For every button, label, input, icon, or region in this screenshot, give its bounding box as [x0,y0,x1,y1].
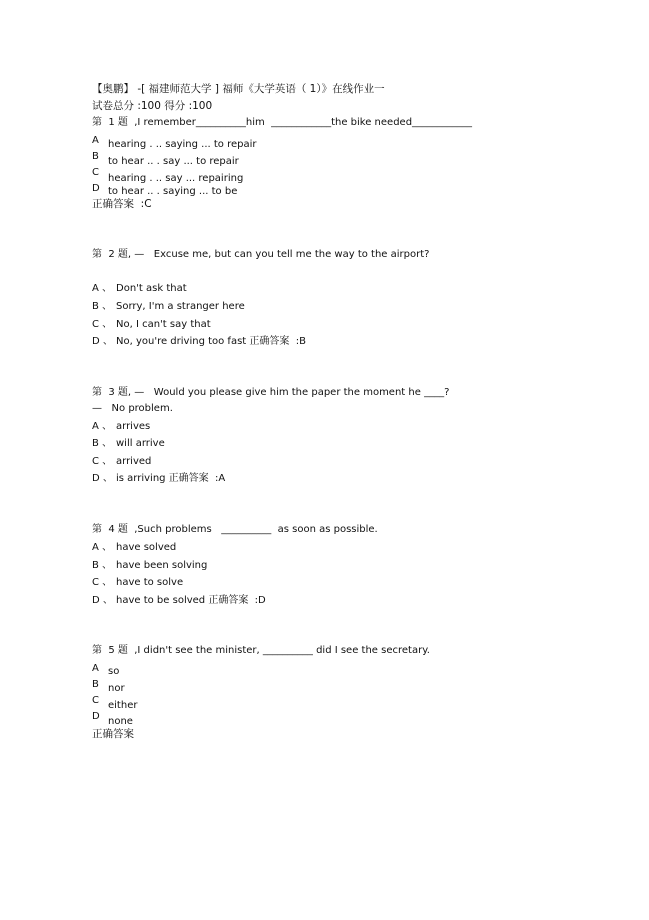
question-3-option-b-letter: B 、 [92,438,113,449]
question-4-option-a[interactable]: have solved [116,542,177,553]
question-4-option-b-letter: B 、 [92,560,113,571]
question-4-option-c-letter: C 、 [92,577,113,588]
question-5-answer: 正确答案 [92,728,134,740]
question-4-option-b[interactable]: have been solving [116,560,208,571]
question-2-option-d[interactable]: No, you're driving too fast 正确答案 :B [116,336,306,347]
score-line: 试卷总分 :100 得分 :100 [92,100,213,112]
question-3-option-c-letter: C 、 [92,456,113,467]
question-2-option-c-letter: C 、 [92,319,113,330]
question-1-option-b-letter: B [92,151,99,162]
question-5-option-b[interactable]: nor [108,683,125,694]
question-5-option-c[interactable]: either [108,700,138,711]
question-3-option-a-letter: A 、 [92,421,113,432]
question-3-option-d-letter: D 、 [92,473,113,484]
question-1-option-a[interactable]: hearing . .. saying ... to repair [108,139,257,150]
question-2-option-c[interactable]: No, I can't say that [116,319,211,330]
question-4-option-c[interactable]: have to solve [116,577,184,588]
question-5-option-d-letter: D [92,711,100,722]
question-2-option-b-letter: B 、 [92,301,113,312]
question-3-option-a[interactable]: arrives [116,421,151,432]
question-2-option-a[interactable]: Don't ask that [116,283,187,294]
question-1-option-c[interactable]: hearing . .. say ... repairing [108,173,244,184]
question-5-option-a-letter: A [92,663,99,674]
question-3-option-d[interactable]: is arriving 正确答案 :A [116,473,226,484]
question-1-option-a-letter: A [92,135,99,146]
question-1-stem: 第 1 题 ,I remember__________him ____________the bike needed____________ [92,117,473,128]
question-3-stem-reply: — No problem. [92,403,173,414]
question-3-option-c[interactable]: arrived [116,456,152,467]
question-3-option-b[interactable]: will arrive [116,438,165,449]
question-1-option-c-letter: C [92,167,99,178]
question-3-stem: 第 3 题, — Would you please give him the paper the moment he ____? [92,387,450,398]
question-4-option-d[interactable]: have to be solved 正确答案 :D [116,595,266,606]
question-1-option-d-letter: D [92,183,100,194]
question-5-stem: 第 5 题 ,I didn't see the minister, __________ did I see the secretary. [92,645,430,656]
question-4-option-d-letter: D 、 [92,595,113,606]
document-title: 【奥鹏】 -[ 福建师范大学 ] 福师《大学英语（ 1）》在线作业一 [92,83,385,95]
question-2-option-b[interactable]: Sorry, I'm a stranger here [116,301,245,312]
question-4-option-a-letter: A 、 [92,542,113,553]
question-2-option-d-letter: D 、 [92,336,113,347]
question-5-option-a[interactable]: so [108,666,120,677]
question-1-option-b[interactable]: to hear .. . say ... to repair [108,156,239,167]
question-2-stem: 第 2 题, — Excuse me, but can you tell me the way to the airport? [92,249,430,260]
question-5-option-d[interactable]: none [108,716,133,727]
question-5-option-b-letter: B [92,679,99,690]
question-5-option-c-letter: C [92,695,99,706]
question-4-stem: 第 4 题 ,Such problems __________ as soon as possible. [92,524,378,535]
question-2-option-a-letter: A 、 [92,283,113,294]
question-1-answer: 正确答案 :C [92,198,152,210]
question-1-option-d[interactable]: to hear .. . saying ... to be [108,186,238,197]
